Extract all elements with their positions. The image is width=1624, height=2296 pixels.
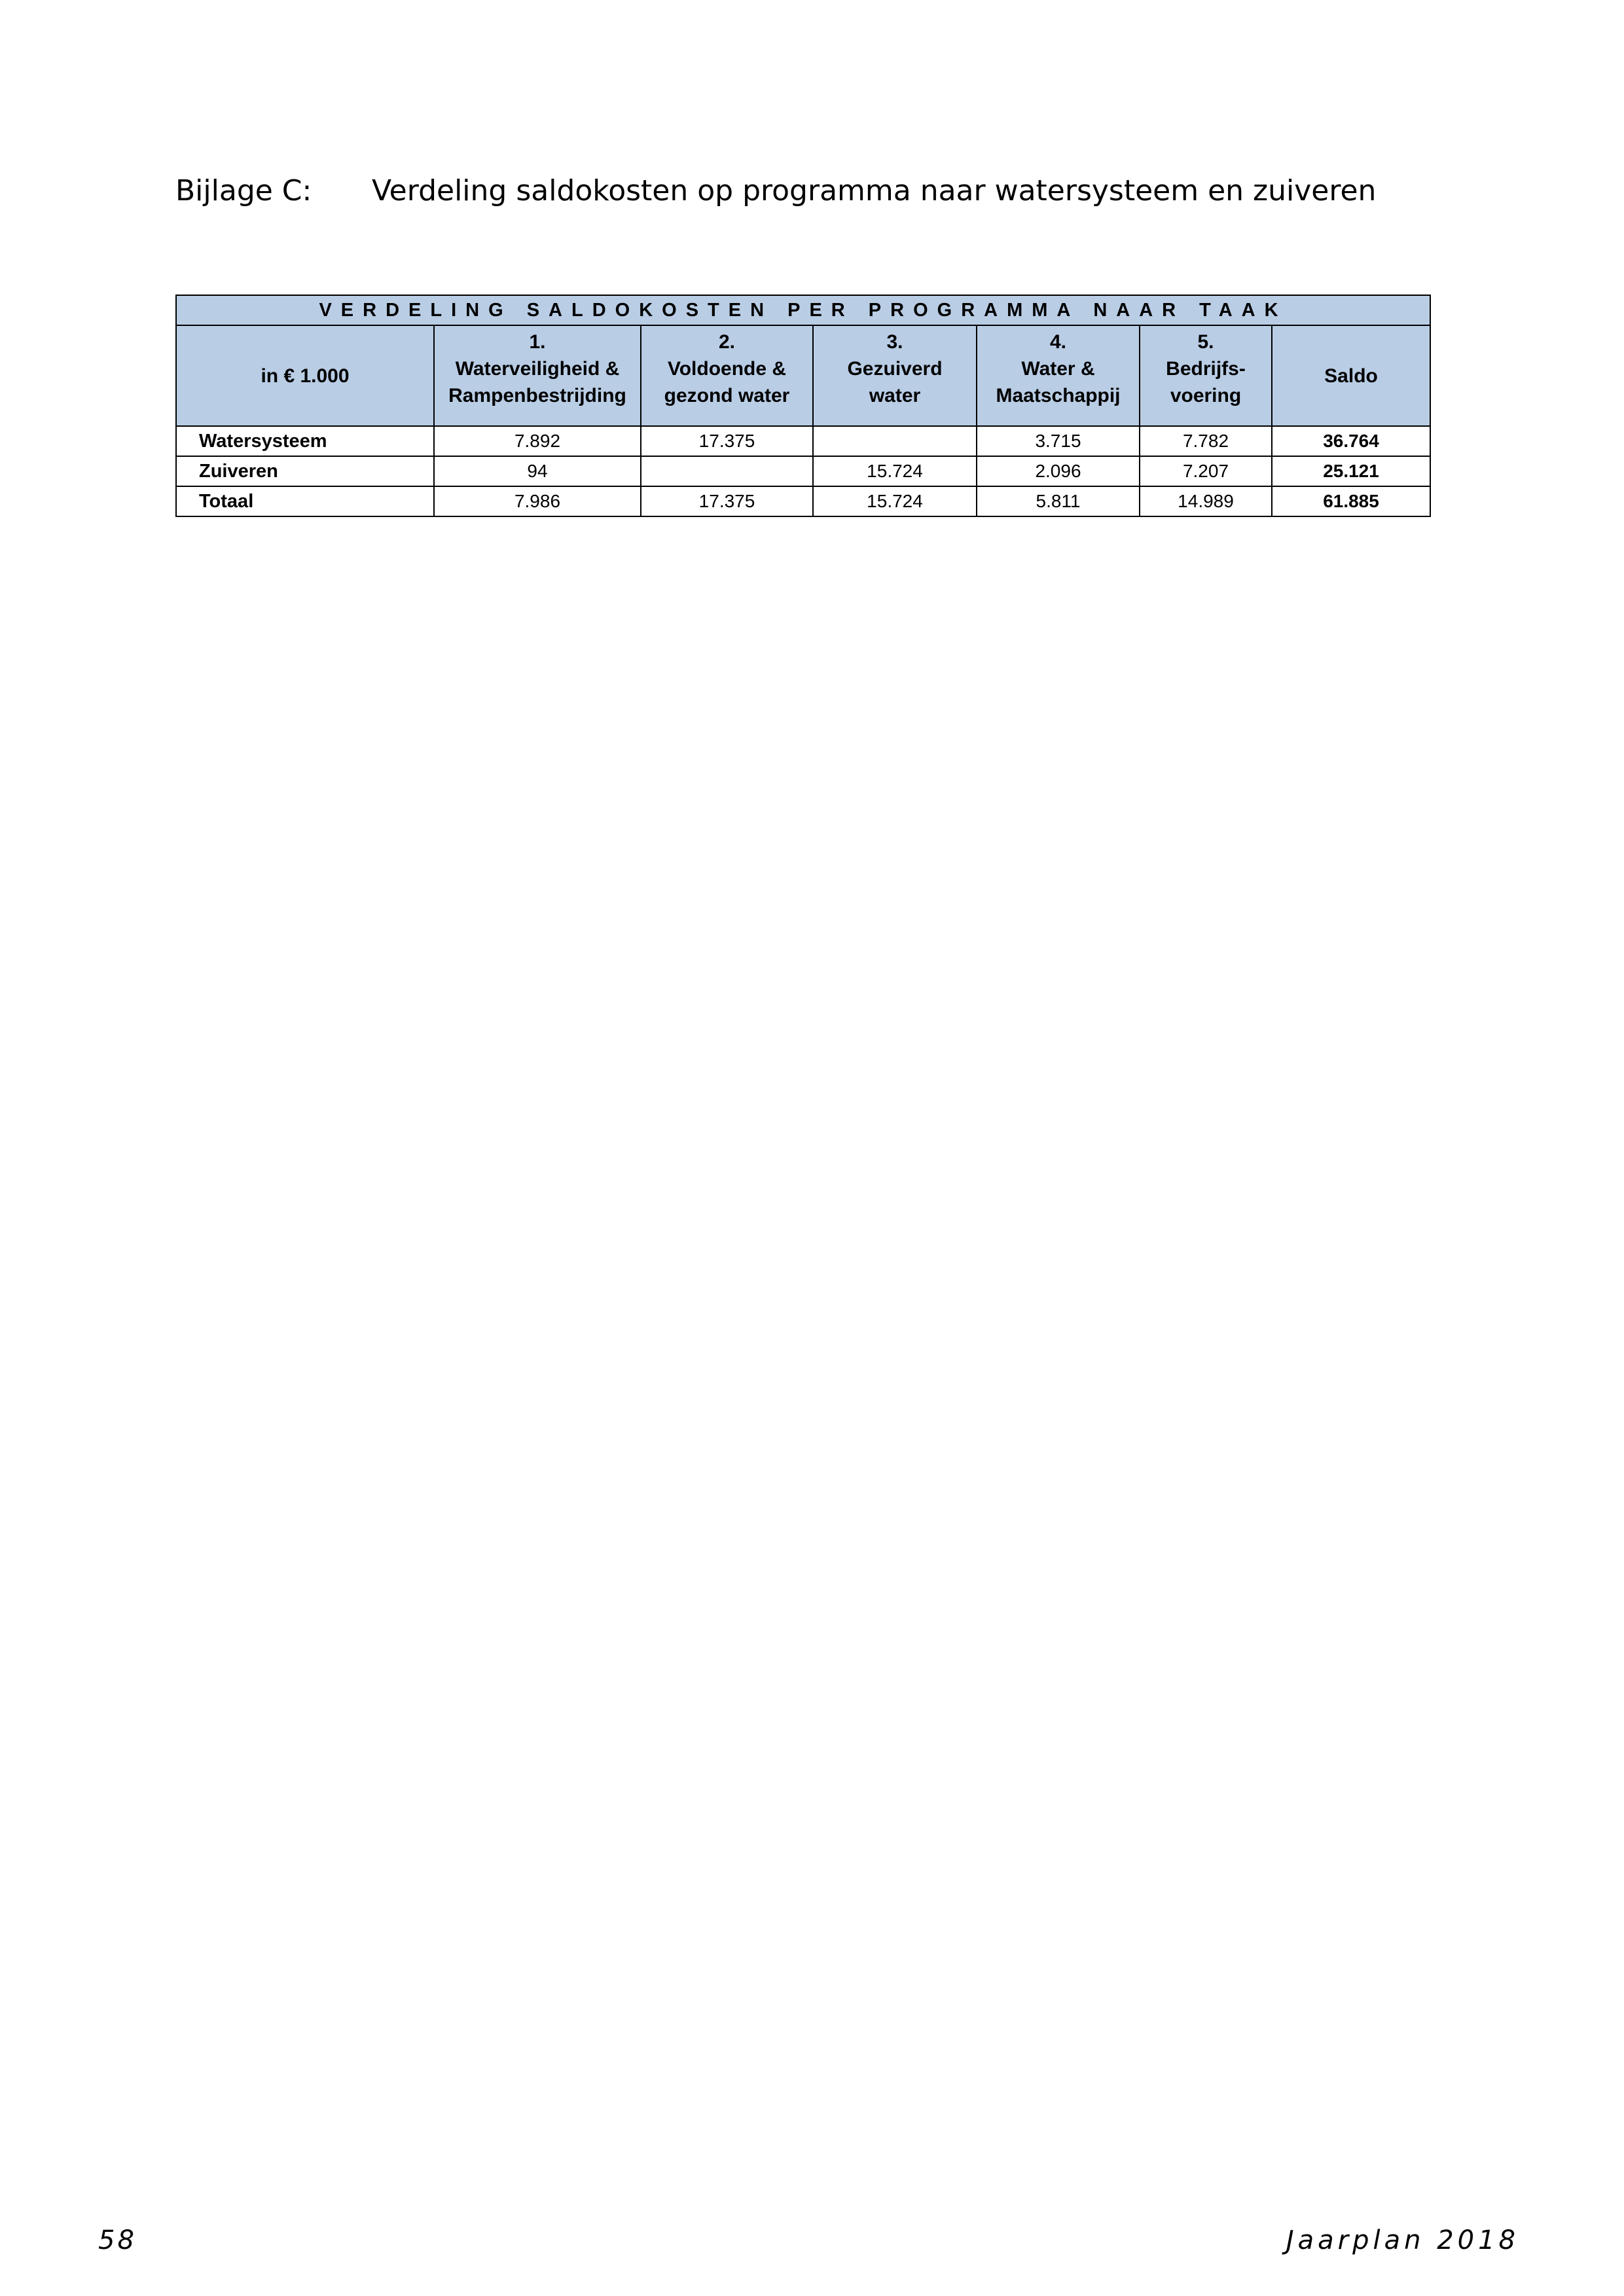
table-row-totaal <box>176 486 1430 516</box>
row-label: Totaal <box>176 486 434 516</box>
program-name-line1: Water & <box>1021 358 1095 380</box>
cell-value: 15.724 <box>813 456 977 486</box>
program-number: 4. <box>1049 331 1067 353</box>
program-header-1 <box>434 325 641 426</box>
saldo-value: 61.885 <box>1272 486 1430 516</box>
program-name-line2: Maatschappij <box>996 385 1121 406</box>
program-name-line2: gezond water <box>664 385 790 406</box>
appendix-title: Verdeling saldokosten op programma naar watersysteem en zuiveren <box>372 174 1377 207</box>
saldo-value: 25.121 <box>1272 456 1430 486</box>
cell-value: 3.715 <box>977 426 1140 456</box>
program-header-5 <box>1140 325 1272 426</box>
program-name-line1: Waterveiligheid & <box>455 358 620 380</box>
program-name-line1: Voldoende & <box>667 358 787 380</box>
cell-value: 17.375 <box>641 486 813 516</box>
program-header-2 <box>641 325 813 426</box>
cell-value: 7.892 <box>434 426 641 456</box>
saldo-header: Saldo <box>1272 325 1430 426</box>
cell-value: 7.986 <box>434 486 641 516</box>
table-header-row <box>176 325 1430 426</box>
row-label: Watersysteem <box>176 426 434 456</box>
cell-value: 15.724 <box>813 486 977 516</box>
cell-value: 2.096 <box>977 456 1140 486</box>
program-name-line1: Bedrijfs- <box>1166 358 1246 380</box>
table-banner: VERDELING SALDOKOSTEN PER PROGRAMMA NAAR TAAK <box>176 295 1430 325</box>
saldo-value: 36.764 <box>1272 426 1430 456</box>
appendix-label: Bijlage C: <box>175 174 312 207</box>
program-header-3 <box>813 325 977 426</box>
program-name-line2: water <box>869 385 921 406</box>
unit-header: in € 1.000 <box>176 325 434 426</box>
program-number: 5. <box>1197 331 1214 353</box>
page-number: 58 <box>98 2225 137 2255</box>
program-name-line2: Rampenbestrijding <box>448 385 626 406</box>
row-label: Zuiveren <box>176 456 434 486</box>
program-number: 2. <box>718 331 736 353</box>
cell-value: 5.811 <box>977 486 1140 516</box>
document-title: Jaarplan 2018 <box>1286 2225 1519 2255</box>
cell-value: 17.375 <box>641 426 813 456</box>
cost-allocation-table-wrapper <box>175 295 1430 517</box>
table-row-watersysteem <box>176 426 1430 456</box>
cell-value <box>641 456 813 486</box>
program-name-line1: Gezuiverd <box>847 358 943 380</box>
page-heading <box>175 174 1376 207</box>
cell-value: 14.989 <box>1140 486 1272 516</box>
program-name-line2: voering <box>1170 385 1242 406</box>
program-header-4 <box>977 325 1140 426</box>
cell-value: 94 <box>434 456 641 486</box>
program-number: 3. <box>886 331 903 353</box>
cell-value <box>813 426 977 456</box>
cell-value: 7.207 <box>1140 456 1272 486</box>
cost-allocation-table <box>175 295 1431 517</box>
table-row-zuiveren <box>176 456 1430 486</box>
program-number: 1. <box>529 331 546 353</box>
cell-value: 7.782 <box>1140 426 1272 456</box>
